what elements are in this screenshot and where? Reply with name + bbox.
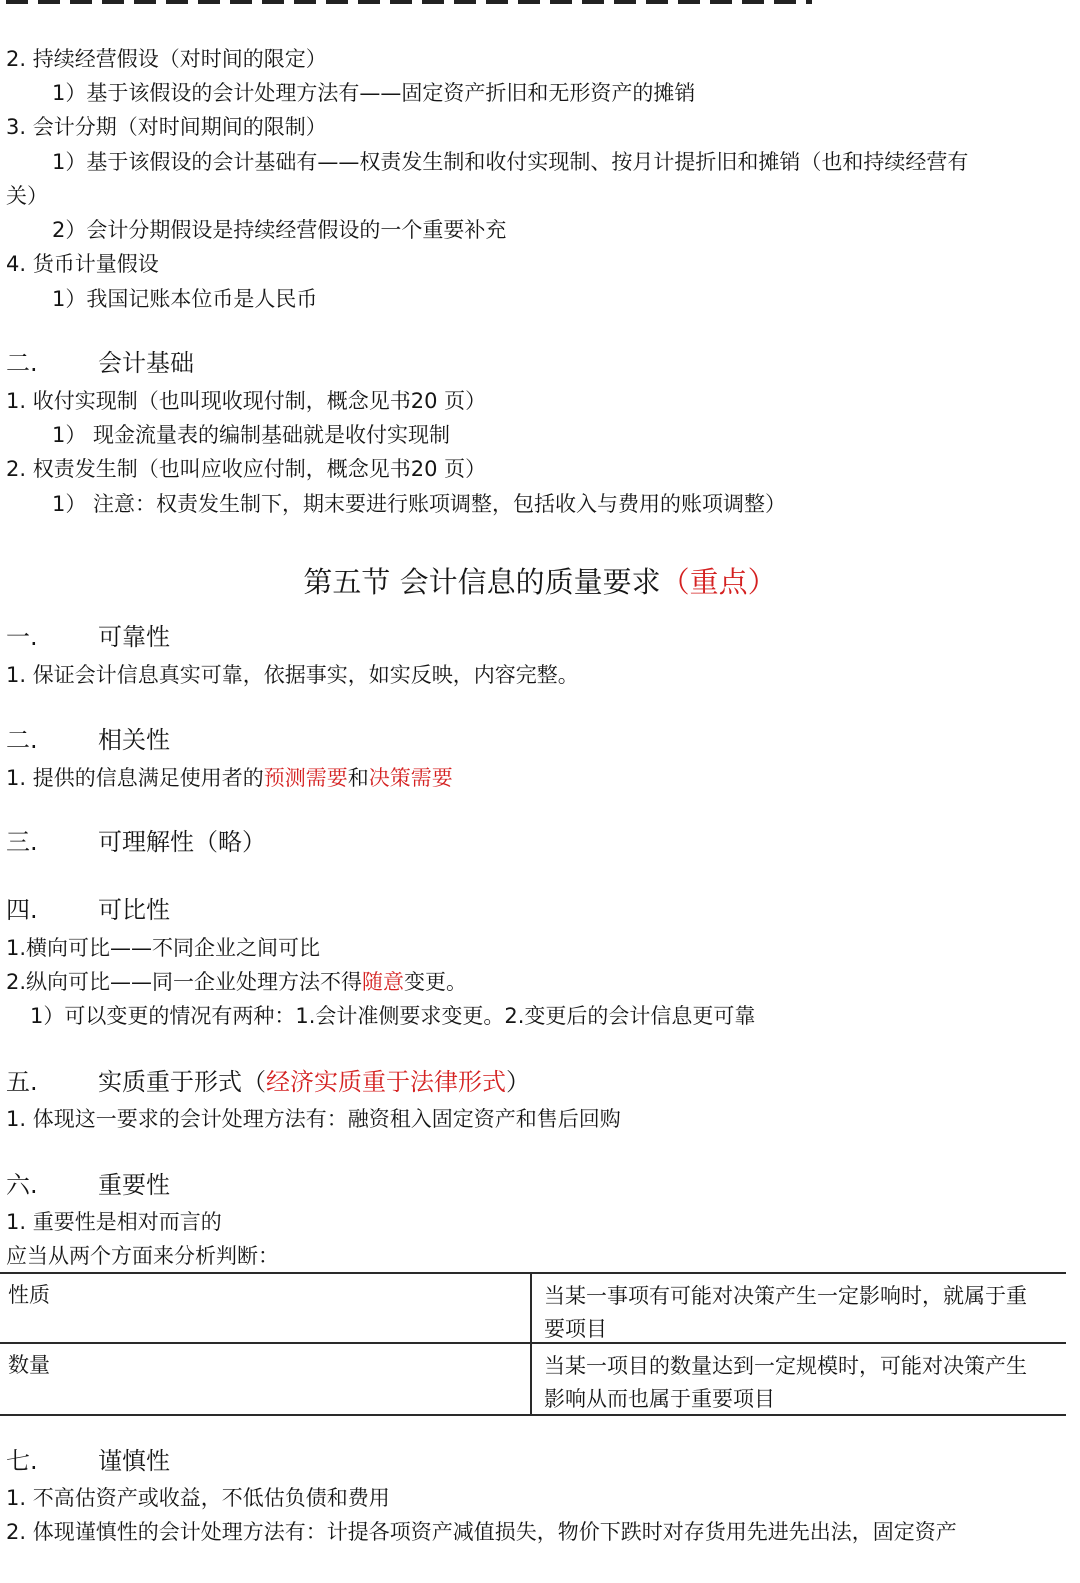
section-title-text: 第五节 会计信息的质量要求 [303, 565, 661, 599]
top-dashed-rule [6, 0, 812, 4]
item-materiality-aspects: 应当从两个方面来分析判断： [6, 1244, 279, 1268]
section-title-badge: （重点） [660, 565, 777, 599]
heading-prudence [6, 1446, 170, 1476]
table-cell-aspect: 数量 [8, 1353, 50, 1377]
item-accrual-basis-note: 1） 注意：权责发生制下，期末要进行账项调整，包括收入与费用的账项调整） [52, 492, 787, 516]
relevance-highlight-prediction: 预测需要 [263, 766, 348, 790]
item-accounting-period-basis-cont: 关） [6, 184, 48, 208]
heading-title: 重要性 [98, 1171, 170, 1199]
heading-title-end: ） [506, 1068, 530, 1096]
vertical-suffix: 变更。 [404, 970, 468, 994]
item-monetary-unit-rmb: 1）我国记账本位币是人民币 [52, 287, 318, 311]
heading-number: 二. [6, 726, 38, 754]
heading-number: 七. [6, 1447, 38, 1475]
item-substance-methods: 1. 体现这一要求的会计处理方法有：融资租入固定资产和售后回购 [6, 1107, 621, 1131]
item-accrual-basis: 2. 权责发生制（也叫应收应付制，概念见书20 页） [6, 457, 487, 481]
item-relevance [6, 765, 453, 791]
heading-number: 四. [6, 896, 38, 924]
heading-understandability [6, 827, 266, 857]
item-going-concern-method: 1）基于该假设的会计处理方法有——固定资产折旧和无形资产的摊销 [52, 81, 696, 105]
heading-number: 二. [6, 349, 38, 377]
heading-reliability [6, 622, 170, 652]
vertical-highlight: 随意 [362, 970, 405, 994]
item-monetary-unit: 4. 货币计量假设 [6, 252, 159, 276]
item-cash-basis-note: 1） 现金流量表的编制基础就是收付实现制 [52, 423, 451, 447]
table-cell-description: 当某一事项有可能对决策产生一定影响时，就属于重要项目 [544, 1284, 1027, 1341]
heading-number: 六. [6, 1171, 38, 1199]
table-cell-aspect: 性质 [8, 1283, 50, 1307]
relevance-highlight-decision: 决策需要 [368, 766, 453, 790]
item-reliability: 1. 保证会计信息真实可靠，依据事实，如实反映，内容完整。 [6, 663, 579, 687]
section-title [0, 564, 1080, 600]
heading-title: 可靠性 [98, 623, 170, 651]
item-materiality-relative: 1. 重要性是相对而言的 [6, 1210, 222, 1234]
table-row [0, 1344, 1066, 1412]
relevance-connector: 和 [347, 766, 369, 790]
heading-title: 可比性 [98, 896, 170, 924]
table-column-divider [530, 1274, 532, 1414]
heading-number: 五. [6, 1068, 38, 1096]
item-accounting-period-basis: 1）基于该假设的会计基础有——权责发生制和收付实现制、按月计提折旧和摊销（也和持续经营有 [52, 150, 969, 174]
item-prudence-principle: 1. 不高估资产或收益，不低估负债和费用 [6, 1486, 390, 1510]
relevance-text: 1. 提供的信息满足使用者的 [6, 766, 264, 790]
heading-materiality [6, 1170, 170, 1200]
heading-title-highlight: 经济实质重于法律形式 [266, 1068, 506, 1096]
item-going-concern: 2. 持续经营假设（对时间的限定） [6, 47, 327, 71]
heading-substance-over-form [6, 1067, 530, 1097]
heading-accounting-basis [6, 348, 194, 378]
heading-title: 会计基础 [98, 349, 194, 377]
heading-comparability [6, 895, 170, 925]
heading-title: 实质重于形式（ [98, 1068, 266, 1096]
item-cash-basis: 1. 收付实现制（也叫现收现付制，概念见书20 页） [6, 389, 487, 413]
item-horizontal-comparability: 1.横向可比——不同企业之间可比 [6, 936, 321, 960]
item-prudence-methods: 2. 体现谨慎性的会计处理方法有：计提各项资产减值损失，物价下跌时对存货用先进先出法，固定资产 [6, 1520, 957, 1544]
item-change-conditions: 1）可以变更的情况有两种：1.会计准侧要求变更。2.变更后的会计信息更可靠 [30, 1004, 756, 1028]
table-cell-description: 当某一项目的数量达到一定规模时，可能对决策产生影响从而也属于重要项目 [544, 1354, 1027, 1411]
heading-number: 三. [6, 828, 38, 856]
heading-title: 可理解性（略） [98, 828, 266, 856]
heading-title: 相关性 [98, 726, 170, 754]
heading-title: 谨慎性 [98, 1447, 170, 1475]
table-row [0, 1274, 1066, 1344]
item-accounting-period: 3. 会计分期（对时间期间的限制） [6, 115, 327, 139]
materiality-table [0, 1272, 1066, 1416]
heading-relevance [6, 725, 170, 755]
heading-number: 一. [6, 623, 38, 651]
item-accounting-period-supplement: 2）会计分期假设是持续经营假设的一个重要补充 [52, 218, 507, 242]
vertical-text: 2.纵向可比——同一企业处理方法不得 [6, 970, 363, 994]
item-vertical-comparability [6, 969, 467, 995]
